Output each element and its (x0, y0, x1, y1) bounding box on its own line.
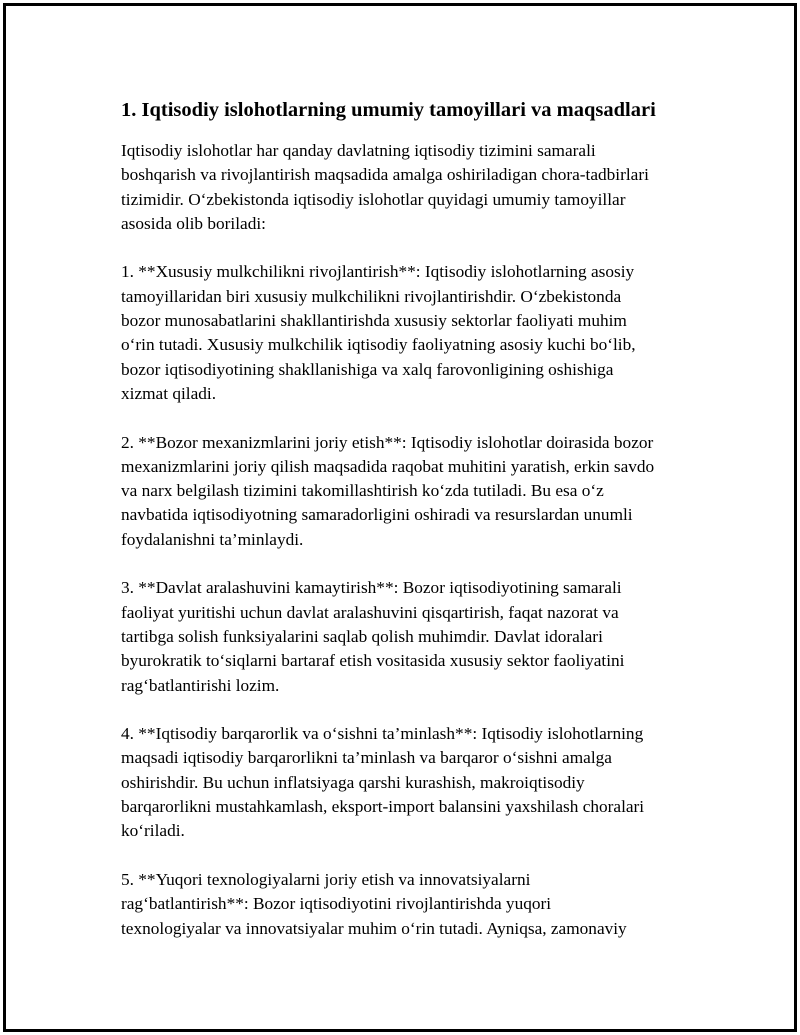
intro-paragraph: Iqtisodiy islohotlar har qanday davlatning iqtisodiy tizimini samarali boshqarish va rivojlantirish maqsadida amalga oshiriladigan chora-tadbirlari tizimidir. O‘zbekistonda iqtisodiy islohotlar quyidagi umumiy tamoyillar asosida olib boriladi: (121, 141, 649, 233)
document-page (3, 3, 797, 1032)
section-heading: 1. Iqtisodiy islohotlarning umumiy tamoyillari va maqsadlari (121, 99, 656, 121)
principle-2-paragraph: 2. **Bozor mexanizmlarini joriy etish**: Iqtisodiy islohotlar doirasida bozor mexanizmlarini joriy qilish maqsadida raqobat muhitini yaratish, erkin savdo va narx belgilash tizimini takomillashtirish ko‘zda tutiladi. Bu esa o‘z navbatida iqtisodiyotning samaradorligini oshiradi va resurslardan unumli foydalanishni ta’minlaydi. (121, 432, 655, 549)
document-body (121, 97, 706, 965)
principle-5-paragraph: 5. **Yuqori texnologiyalarni joriy etish va innovatsiyalarni rag‘batlantirish**: Bozor iqtisodiyotini rivojlantirishda yuqori texnologiyalar va innovatsiyalar muhim o‘rin tutadi. Ayniqsa, zamonaviy (121, 869, 627, 938)
principle-3-paragraph: 3. **Davlat aralashuvini kamaytirish**: Bozor iqtisodiyotining samarali faoliyat yuritishi uchun davlat aralashuvini qisqartirish, faqat nazorat va tartibga solish funksiyalarini saqlab qolish muhimdir. Davlat idoralari byurokratik to‘siqlarni bartaraf etish vositasida xususiy sektor faoliyatini rag‘batlantirishi lozim. (121, 578, 625, 695)
principle-1-paragraph: 1. **Xususiy mulkchilikni rivojlantirish**: Iqtisodiy islohotlarning asosiy tamoyillaridan biri xususiy mulkchilikni rivojlantirishdir. O‘zbekistonda bozor munosabatlarini shakllantirishda xususiy sektorlar faoliyati muhim o‘rin tutadi. Xususiy mulkchilik iqtisodiy faoliyatning asosiy kuchi bo‘lib, bozor iqtisodiyotining shakllanishiga va xalq farovonligining oshishiga xizmat qiladi. (121, 262, 636, 403)
principle-4-paragraph: 4. **Iqtisodiy barqarorlik va o‘sishni ta’minlash**: Iqtisodiy islohotlarning maqsadi iqtisodiy barqarorlikni ta’minlash va barqaror o‘sishni amalga oshirishdir. Bu uchun inflatsiyaga qarshi kurashish, makroiqtisodiy barqarorlikni mustahkamlash, eksport-import balansini yaxshilash choralari ko‘riladi. (121, 724, 645, 841)
